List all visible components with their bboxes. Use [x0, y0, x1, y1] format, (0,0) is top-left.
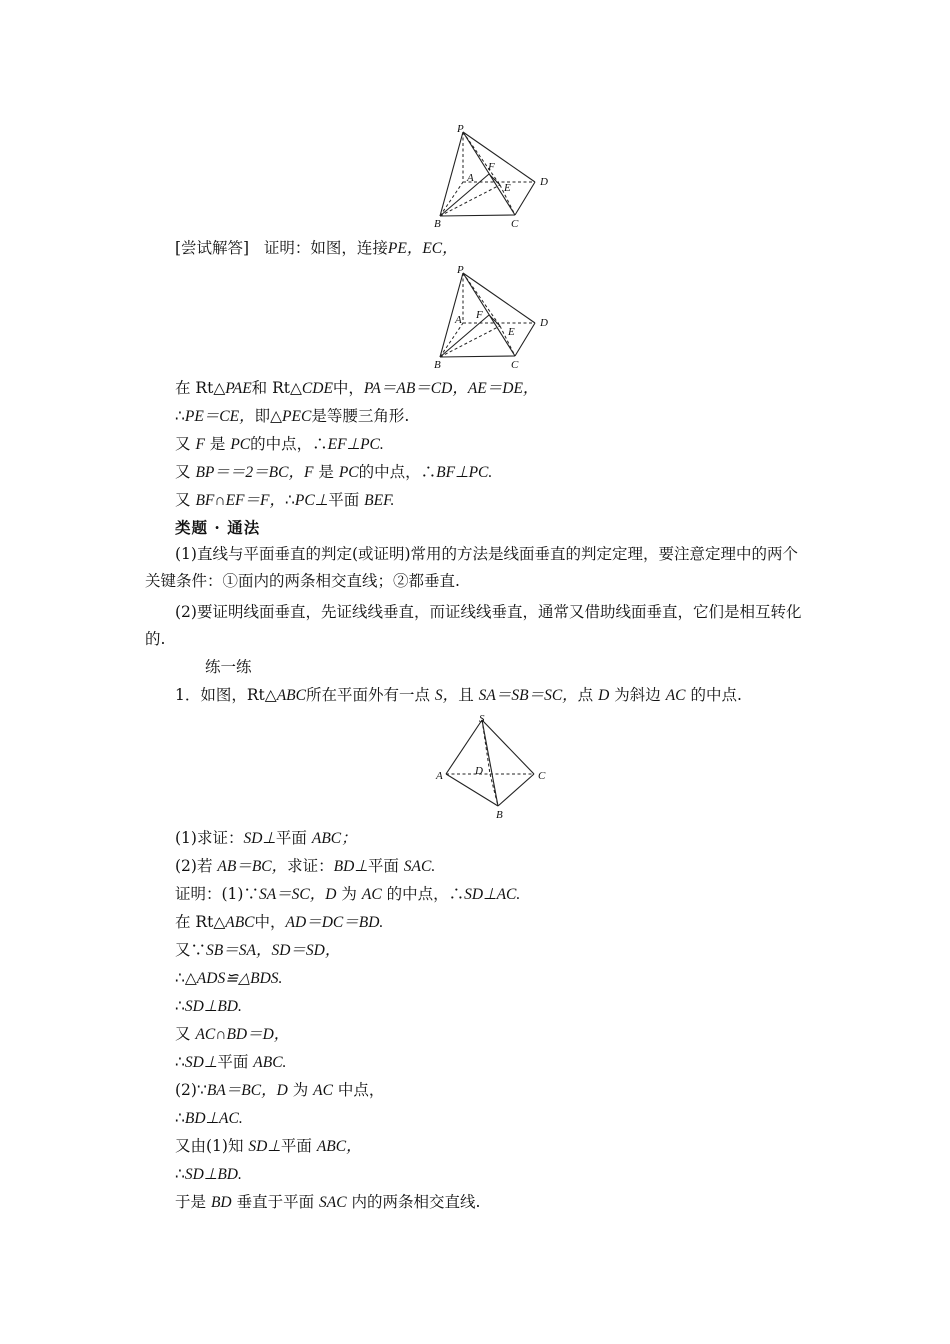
solution-line-1: 在 Rt△PAE和 Rt△CDE中，PA＝AB＝CD，AE＝DE， [175, 379, 539, 397]
proof-line-2: 在 Rt△ABC中，AD＝DC＝BD. [175, 913, 384, 931]
pyramid-figure-2 [425, 263, 565, 373]
question-part-1: (1)求证：SD⊥平面 ABC； [175, 829, 357, 847]
label-A: A [436, 770, 443, 782]
label-E: E [504, 182, 511, 194]
proof-line-9: ∴BD⊥AC. [175, 1109, 243, 1127]
label-F: F [476, 309, 483, 321]
label-P: P [457, 264, 464, 276]
label-C: C [538, 770, 546, 782]
proof-line-10: 又由(1)知 SD⊥平面 ABC， [175, 1137, 362, 1155]
label-F: F [488, 161, 495, 173]
label-D: D [540, 317, 548, 329]
proof-line-11: ∴SD⊥BD. [175, 1165, 242, 1183]
proof-line-5: ∴SD⊥BD. [175, 997, 242, 1015]
label-D: D [540, 176, 548, 188]
tetrahedron-figure [430, 710, 560, 820]
proof-line-7: ∴SD⊥平面 ABC. [175, 1053, 287, 1071]
label-A: A [467, 172, 474, 184]
proof-line-12: 于是 BD 垂直于平面 SAC 内的两条相交直线. [175, 1193, 481, 1211]
practice-heading: 练一练 [205, 658, 252, 676]
label-A: A [455, 314, 462, 326]
solution-line-4: 又 BP＝＝2＝BC，F 是 PC的中点，∴BF⊥PC. [175, 463, 493, 481]
pyramid-figure-1 [425, 122, 565, 232]
label-B: B [434, 218, 441, 230]
label-C: C [511, 359, 519, 371]
question-1: 1．如图，Rt△ABC所在平面外有一点 S，且 SA＝SB＝SC，点 D 为斜边 AC 的中点. [175, 686, 742, 704]
label-P: P [457, 123, 464, 135]
method-paragraph-1: (1)直线与平面垂直的判定(或证明)常用的方法是线面垂直的判定定理，要注意定理中的两个关键条件：①面内的两条相交直线；②都垂直. [145, 545, 799, 590]
label-C: C [511, 218, 519, 230]
label-S: S [479, 713, 485, 725]
label-E: E [508, 326, 515, 338]
solution-line-5: 又 BF∩EF＝F，∴PC⊥平面 BEF. [175, 491, 395, 509]
solution-line-2: ∴PE＝CE，即△PEC是等腰三角形. [175, 407, 410, 425]
solution-intro: [尝试解答] 证明：如图，连接PE，EC， [175, 239, 458, 257]
label-D: D [475, 765, 483, 777]
method-heading: 类题 · 通法 [175, 518, 261, 537]
method-paragraph-2: (2)要证明线面垂直，先证线线垂直，而证线线垂直，通常又借助线面垂直，它们是相互转化的. [145, 603, 802, 648]
solution-line-3: 又 F 是 PC的中点，∴EF⊥PC. [175, 435, 384, 453]
proof-line-1: 证明：(1)∵SA＝SC，D 为 AC 的中点，∴SD⊥AC. [175, 885, 521, 903]
question-part-2: (2)若 AB＝BC，求证：BD⊥平面 SAC. [175, 857, 436, 875]
proof-line-6: 又 AC∩BD＝D， [175, 1025, 290, 1043]
label-B: B [496, 809, 503, 821]
proof-line-4: ∴△ADS≌△BDS. [175, 969, 283, 987]
label-B: B [434, 359, 441, 371]
proof-line-8: (2)∵BA＝BC，D 为 AC 中点， [175, 1081, 385, 1099]
proof-line-3: 又∵SB＝SA，SD＝SD， [175, 941, 341, 959]
